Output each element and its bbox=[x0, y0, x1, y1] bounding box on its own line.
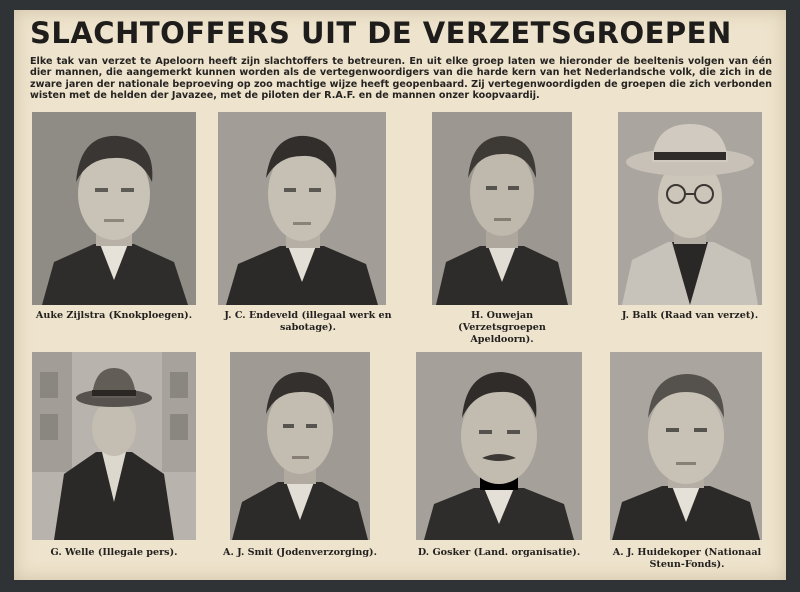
portrait-photo-moustache bbox=[416, 352, 582, 540]
portrait-photo-hat-glasses bbox=[618, 112, 762, 305]
portrait-photo-hat bbox=[32, 352, 196, 540]
portrait-aj-smit bbox=[230, 352, 370, 540]
portrait-photo bbox=[230, 352, 370, 540]
portrait-auke-zijlstra bbox=[32, 112, 196, 305]
portrait-caption: G. Welle (Illegale pers). bbox=[50, 547, 178, 558]
portrait-h-ouwejan bbox=[432, 112, 572, 305]
portrait-caption: J. C. Endeveld (illegaal werk en sabotage). bbox=[224, 310, 392, 333]
portrait-d-gosker bbox=[416, 352, 582, 540]
portrait-caption: D. Gosker (Land. organisatie). bbox=[417, 547, 581, 558]
portrait-caption: J. Balk (Raad van verzet). bbox=[621, 310, 759, 321]
portrait-caption: A. J. Huidekoper (Nationaal Steun-Fonds). bbox=[612, 547, 762, 570]
intro-paragraph: Elke tak van verzet te Apeloorn heeft zijn slachtoffers te betreuren. En uit elke groep laten we hieronder de beeltenis volgen van één dier mannen, die aangemerkt kunnen worden als de vertegenwoordigers van die harde kern van het Nederlandsche volk, die zich in de zware jaren der nationale beproeving op zoo machtige wijze heeft geopenbaard. Zij vertegenwoordigden de groepen die zich verbonden wisten met de helden der Javazee, met de piloten der R.A.F. en de mannen onzer koopvaardij. bbox=[30, 56, 772, 102]
portrait-photo bbox=[610, 352, 762, 540]
portrait-caption: Auke Zijlstra (Knokploegen). bbox=[35, 310, 193, 321]
portrait-photo bbox=[432, 112, 572, 305]
headline: SLACHTOFFERS UIT DE VERZETSGROEPEN bbox=[30, 16, 732, 50]
portrait-photo bbox=[32, 112, 196, 305]
portrait-jc-endeveld bbox=[218, 112, 386, 305]
portrait-photo bbox=[218, 112, 386, 305]
portrait-aj-huidekoper bbox=[610, 352, 762, 540]
portrait-caption: H. Ouwejan (Verzetsgroepen Apeldoorn). bbox=[458, 310, 546, 345]
newspaper-clipping bbox=[14, 10, 786, 580]
portrait-g-welle bbox=[32, 352, 196, 540]
portrait-caption: A. J. Smit (Jodenverzorging). bbox=[223, 547, 377, 558]
portrait-j-balk bbox=[618, 112, 762, 305]
